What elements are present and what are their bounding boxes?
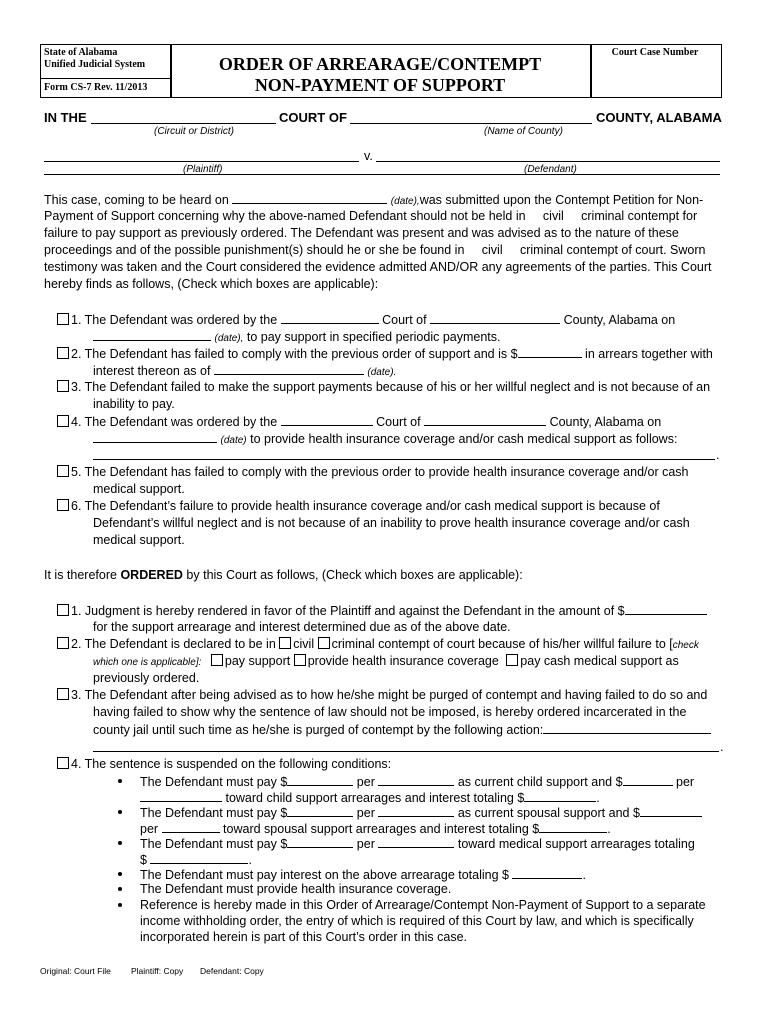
condition-2: [140, 804, 702, 821]
order-2-civil-label: civil: [293, 637, 315, 651]
condition-3: [140, 835, 695, 852]
finding-6-text-a: 6. The Defendant’s failure to provide health insurance coverage and/or cash medical support is because of: [71, 499, 660, 513]
form-label: Form CS-7 Rev. 11/2013: [44, 82, 148, 93]
condition-5-bullet: [118, 887, 122, 891]
condition-3-text-b: per: [356, 837, 375, 851]
condition-6-bullet: [118, 903, 122, 907]
condition-2-bullet: [118, 810, 122, 814]
footer-defendant: Defendant: Copy: [200, 966, 264, 976]
condition-3-text-a: The Defendant must pay $: [140, 837, 288, 851]
finding-3-checkbox[interactable]: [57, 380, 69, 392]
condition-3-text-e: .: [248, 853, 252, 867]
condition-2-text-f: .: [607, 822, 611, 836]
condition-3-bullet: [118, 841, 122, 845]
ordered-keyword: ORDERED: [120, 568, 183, 582]
condition-2-text-d: per: [140, 822, 159, 836]
order-2-pay-label: pay support: [224, 654, 291, 668]
finding-3: [57, 379, 710, 395]
finding-3-cont: inability to pay.: [93, 397, 175, 411]
order-1-checkbox[interactable]: [57, 604, 69, 616]
order-3-cont-2: [93, 721, 711, 738]
intro-line-2: Payment of Support concerning why the above-named Defendant should not be held in civil criminal contempt for: [44, 209, 698, 223]
finding-2: [57, 345, 713, 362]
order-4-checkbox[interactable]: [57, 757, 69, 769]
intro-line-5: testimony was taken and the Court considered the evidence admitted AND/OR any agreements of the parties. This Court: [44, 260, 712, 274]
order-3: [57, 687, 707, 703]
finding-3-text-a: 3. The Defendant failed to make the support payments because of his or her willful neglect and is not because of an: [71, 380, 711, 394]
county-hint: (Name of County): [484, 126, 563, 137]
finding-2-checkbox[interactable]: [57, 347, 69, 359]
condition-5: The Defendant must provide health insurance coverage.: [140, 882, 452, 896]
intro-line-3: failure to pay support as previously ordered. The Defendant was present and was advised as to the nature of these: [44, 226, 679, 240]
order-2-cont-2: previously ordered.: [93, 671, 200, 685]
condition-2-arrears-field[interactable]: [640, 804, 702, 817]
finding-1-date-field[interactable]: [93, 328, 211, 341]
condition-4-bullet: [118, 872, 122, 876]
order-1: [57, 602, 707, 619]
finding-5-checkbox[interactable]: [57, 465, 69, 477]
defendant-field[interactable]: [376, 161, 720, 162]
finding-4: [57, 413, 661, 430]
finding-1-text-d: to pay support in specified periodic payments.: [246, 330, 501, 344]
condition-1-arrears-field[interactable]: [623, 773, 673, 786]
page-title: ORDER OF ARREARAGE/CONTEMPT: [218, 54, 542, 74]
order-3-action-field-2[interactable]: [93, 751, 719, 752]
order-1-amount-field[interactable]: [625, 602, 707, 615]
case-number-label: Court Case Number: [611, 47, 699, 58]
versus-label: v.: [364, 149, 373, 163]
order-2: [57, 636, 699, 654]
order-3-text-c: county jail until such time as he/she is purged of contempt by the following action:: [93, 723, 544, 737]
condition-2-text-e: toward spousal support arrearages and interest totaling $: [223, 822, 540, 836]
condition-3-text-c: toward medical support arrearages totaling: [457, 837, 695, 851]
condition-6-cont-1: income withholding order, the entry of which is required of this Court by law, and which is specifically: [140, 914, 694, 928]
finding-2-text-c: interest thereon as of: [93, 364, 211, 378]
order-2-criminal-checkbox[interactable]: [318, 637, 330, 649]
page-subtitle: NON-PAYMENT OF SUPPORT: [254, 75, 506, 95]
condition-1-amount-field[interactable]: [287, 773, 353, 786]
ordered-text-a: It is therefore: [44, 568, 121, 582]
finding-2-text-a: 2. The Defendant has failed to comply with the previous order of support and is $: [71, 347, 518, 361]
finding-1-checkbox[interactable]: [57, 313, 69, 325]
plaintiff-hint: (Plaintiff): [183, 164, 223, 175]
finding-1-court-field[interactable]: [281, 311, 379, 324]
finding-5: [57, 464, 689, 480]
finding-4-court-field[interactable]: [281, 413, 373, 426]
finding-1-county-field[interactable]: [430, 311, 560, 324]
condition-1-text-f: .: [596, 791, 600, 805]
order-3-cont-1: having failed to show why the sentence of law should not be imposed, is hereby ordered incarcerated in the: [93, 705, 687, 719]
condition-3-text-d: $: [140, 853, 147, 867]
condition-1-text-e: toward child support arrearages and interest totaling $: [225, 791, 525, 805]
intro-text-1a: This case, coming to be heard on: [44, 193, 229, 207]
condition-2-text-a: The Defendant must pay $: [140, 806, 288, 820]
footer-plaintiff: Plaintiff: Copy: [131, 966, 184, 976]
finding-2-date-field[interactable]: [214, 362, 364, 375]
order-2-criminal-label: criminal contempt of court because of his/her willful failure to [: [331, 637, 673, 651]
condition-3-total-field[interactable]: [150, 851, 248, 864]
order-2-cont: [93, 653, 679, 671]
finding-4-text-a: 4. The Defendant was ordered by the: [71, 415, 278, 429]
order-1-cont: for the support arrearage and interest determined due as of the above date.: [93, 620, 511, 634]
ordered-text-c: by this Court as follows, (Check which boxes are applicable):: [182, 568, 523, 582]
order-2-text-a: 2. The Defendant is declared to be in: [71, 637, 276, 651]
defendant-hint: (Defendant): [524, 164, 577, 175]
order-4-text: 4. The sentence is suspended on the following conditions:: [71, 757, 392, 771]
finding-4-date-hint: (date): [220, 435, 247, 446]
finding-4-text-c: County, Alabama on: [549, 415, 662, 429]
condition-6-cont-2: incorporated herein is part of this Court’s order in this case.: [140, 930, 468, 944]
finding-2-amount-field[interactable]: [518, 345, 582, 358]
order-2-pay-checkbox[interactable]: [211, 654, 223, 666]
in-the-label: IN THE: [44, 110, 87, 125]
order-2-insurance-label: provide health insurance coverage: [307, 654, 499, 668]
condition-1-text-b: per: [356, 775, 375, 789]
finding-4-text-d: to provide health insurance coverage and/or cash medical support as follows:: [250, 432, 678, 446]
finding-4-text-b: Court of: [376, 415, 421, 429]
order-2-check-hint: check: [672, 640, 699, 651]
finding-1-text-b: Court of: [382, 313, 427, 327]
plaintiff-field[interactable]: [44, 161, 359, 162]
intro-text-1b: was submitted upon the Contempt Petition for Non-: [419, 193, 704, 207]
finding-4-checkbox[interactable]: [57, 415, 69, 427]
finding-6-cont-2: medical support.: [93, 533, 185, 547]
county-field[interactable]: [350, 123, 592, 124]
order-2-checkbox[interactable]: [57, 637, 69, 649]
county-alabama-label: COUNTY, ALABAMA: [596, 110, 722, 125]
condition-3-period-field[interactable]: [378, 835, 454, 848]
order-3-period: .: [720, 740, 724, 754]
condition-4-total-field[interactable]: [512, 866, 582, 879]
condition-2-amount-field[interactable]: [287, 804, 353, 817]
state-label: State of Alabama: [44, 47, 118, 58]
finding-5-text-a: 5. The Defendant has failed to comply with the previous order to provide health insurance coverage and/or cash: [71, 465, 689, 479]
condition-1: [140, 773, 694, 790]
condition-4-text-b: .: [582, 868, 586, 882]
system-label: Unified Judicial System: [44, 59, 146, 70]
finding-6-checkbox[interactable]: [57, 499, 69, 511]
order-3-text-a: 3. The Defendant after being advised as to how he/she might be purged of contempt and having failed to do so and: [71, 688, 708, 702]
header-left-divider: [40, 78, 171, 79]
condition-2-arrears-period-field[interactable]: [162, 820, 220, 833]
condition-3-amount-field[interactable]: [287, 835, 353, 848]
order-2-medical-label: pay cash medical support as: [520, 654, 679, 668]
court-of-label: COURT OF: [279, 110, 347, 125]
finding-4-county-field[interactable]: [424, 413, 546, 426]
condition-6: Reference is hereby made in this Order of Arrearage/Contempt Non-Payment of Support to a separate: [140, 898, 706, 912]
finding-2-text-b: in arrears together with: [585, 347, 713, 361]
order-3-action-field[interactable]: [543, 721, 711, 734]
finding-4-period: .: [716, 448, 720, 462]
order-2-medical-checkbox[interactable]: [506, 654, 518, 666]
order-2-civil-checkbox[interactable]: [279, 637, 291, 649]
finding-1-date-hint: (date),: [214, 333, 244, 344]
finding-6: [57, 498, 660, 514]
finding-2-date-hint: (date).: [367, 367, 397, 378]
condition-1-text-d: per: [676, 775, 695, 789]
condition-2-total-field[interactable]: [539, 820, 607, 833]
condition-2-period-field[interactable]: [378, 804, 454, 817]
circuit-hint: (Circuit or District): [154, 126, 234, 137]
intro-line-6: hereby finds as follows, (Check which boxes are applicable):: [44, 277, 379, 291]
finding-6-cont-1: Defendant’s willful neglect and is not because of an inability to prove health insurance coverage and/or cash: [93, 516, 690, 530]
condition-1-bullet: [118, 779, 122, 783]
condition-2-text-b: per: [356, 806, 375, 820]
finding-4-cont: [93, 430, 677, 449]
finding-1: [57, 311, 675, 328]
finding-4-date-field[interactable]: [93, 430, 217, 443]
order-4: [57, 756, 391, 772]
intro-line-4: proceedings and of the possible punishment(s) should he or she be found in civil criminal contempt of court. Sworn: [44, 243, 706, 257]
finding-1-text-a: 1. The Defendant was ordered by the: [71, 313, 278, 327]
condition-1-period-field[interactable]: [378, 773, 454, 786]
condition-4-text-a: The Defendant must pay interest on the above arrearage totaling $: [140, 868, 509, 882]
finding-5-cont: medical support.: [93, 482, 185, 496]
order-1-text-a: 1. Judgment is hereby rendered in favor of the Plaintiff and against the Defendant in the amount of $: [71, 604, 625, 618]
intro-date-hint: (date),: [390, 196, 420, 207]
parties-hint-rule: [44, 174, 720, 175]
condition-1-text-a: The Defendant must pay $: [140, 775, 288, 789]
condition-1-arrears-period-field[interactable]: [140, 789, 222, 802]
condition-1-total-field[interactable]: [524, 789, 596, 802]
order-2-which-hint: which one is applicable]:: [93, 657, 202, 668]
condition-1-text-c: as current child support and $: [457, 775, 623, 789]
finding-4-details-field[interactable]: [93, 459, 715, 460]
finding-1-text-c: County, Alabama on: [563, 313, 676, 327]
order-2-insurance-checkbox[interactable]: [294, 654, 306, 666]
footer-original: Original: Court File: [40, 966, 111, 976]
circuit-field[interactable]: [91, 123, 276, 124]
hearing-date-field[interactable]: [232, 191, 387, 204]
ordered-heading: [44, 567, 523, 583]
order-3-checkbox[interactable]: [57, 688, 69, 700]
condition-2-text-c: as current spousal support and $: [457, 806, 640, 820]
